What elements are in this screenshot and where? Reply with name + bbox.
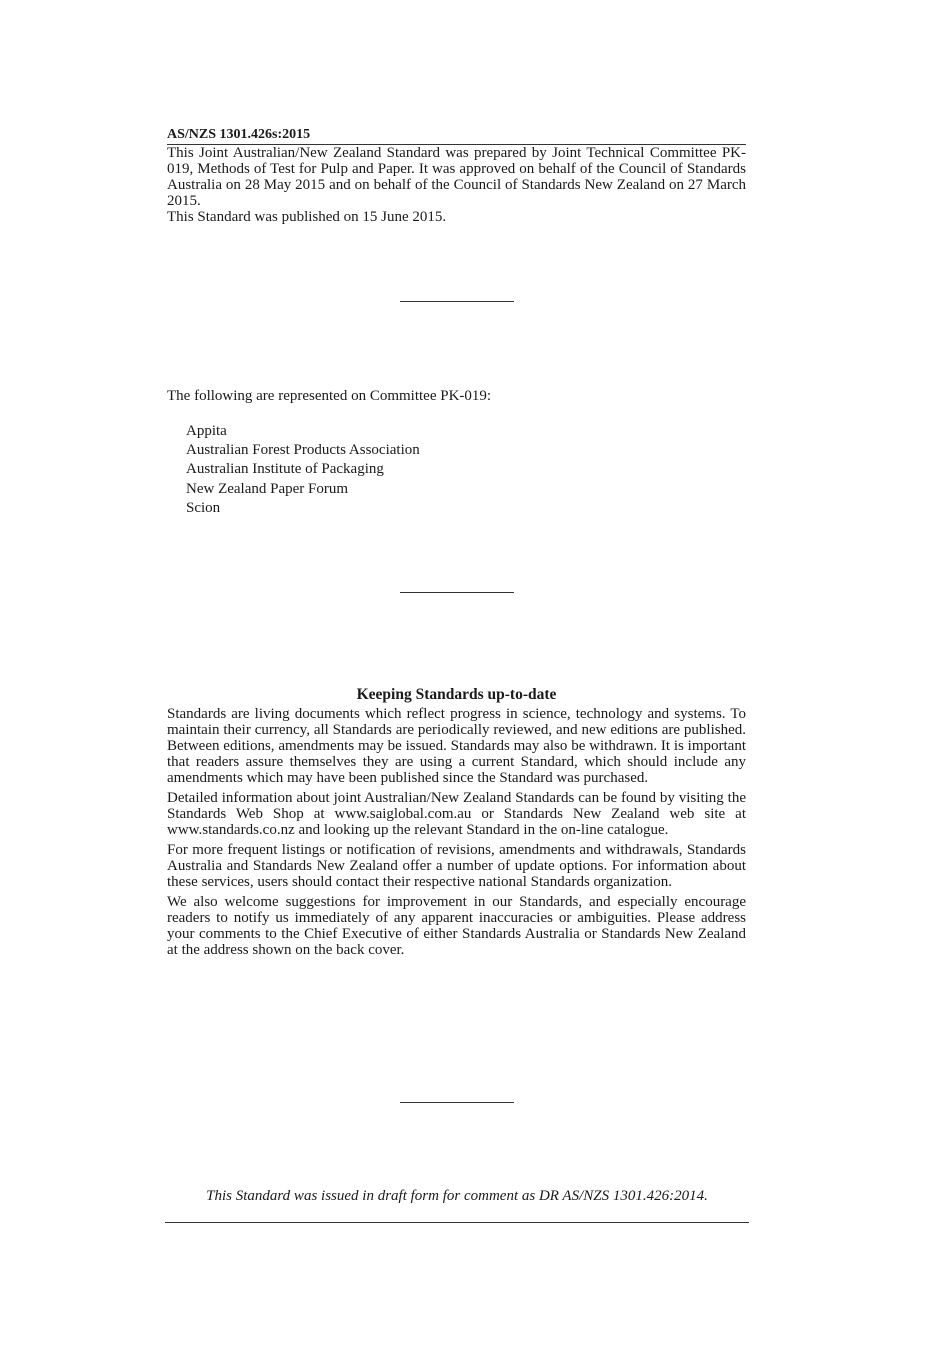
section-divider (400, 1102, 514, 1103)
body-paragraph: Detailed information about joint Australian/New Zealand Standards can be found by visiting the Standards Web Shop at www.saiglobal.com.au or Standards New Zealand web site at www.standards.co.nz and looking up the relevant Standard in the on-line catalogue. (167, 790, 746, 838)
list-item: New Zealand Paper Forum (186, 480, 349, 497)
preparation-statement (167, 145, 746, 225)
section-heading: Keeping Standards up-to-date (356, 686, 557, 703)
section-divider (400, 301, 514, 302)
keeping-up-to-date-section (167, 686, 746, 962)
committee-section (167, 387, 746, 518)
body-paragraph: Standards are living documents which reflect progress in science, technology and systems. To maintain their currency, all Standards are periodically reviewed, and new editions are published. Between editions, amendments may be issued. Standards may also be withdrawn. It is important that readers assure themselves they are using a current Standard, which should include any amendments which may have been published since the Standard was purchased. (167, 706, 746, 786)
document-id: AS/NZS 1301.426s:2015 (167, 127, 746, 145)
list-item: Appita (186, 423, 227, 439)
section-divider (400, 592, 514, 593)
preparation-paragraph: This Joint Australian/New Zealand Standard was prepared by Joint Technical Committee PK-019, Methods of Test for Pulp and Paper. It was approved on behalf of the Council of Standards Australia on 28 May 2015 and on behalf of the Council of Standards New Zealand on 27 March 2015. (167, 145, 746, 209)
committee-intro: The following are represented on Committee PK-019: (167, 388, 492, 404)
list-item: Scion (186, 499, 221, 516)
list-item: Australian Institute of Packaging (186, 461, 384, 478)
draft-note: This Standard was issued in draft form for comment as DR AS/NZS 1301.426:2014. (165, 1188, 749, 1223)
body-paragraph: We also welcome suggestions for improvement in our Standards, and especially encourage readers to notify us immediately of any apparent inaccuracies or ambiguities. Please address your comments to the Chief Executive of either Standards Australia or Standards New Zealand at the address shown on the back cover. (167, 894, 746, 958)
publication-date-paragraph: This Standard was published on 15 June 2015. (167, 209, 447, 225)
body-paragraph: For more frequent listings or notification of revisions, amendments and withdrawals, Standards Australia and Standards New Zealand offer a number of update options. For information about these services, users should contact their respective national Standards organization. (167, 842, 746, 890)
list-item: Australian Forest Products Association (186, 442, 420, 459)
committee-member-list (186, 422, 746, 518)
